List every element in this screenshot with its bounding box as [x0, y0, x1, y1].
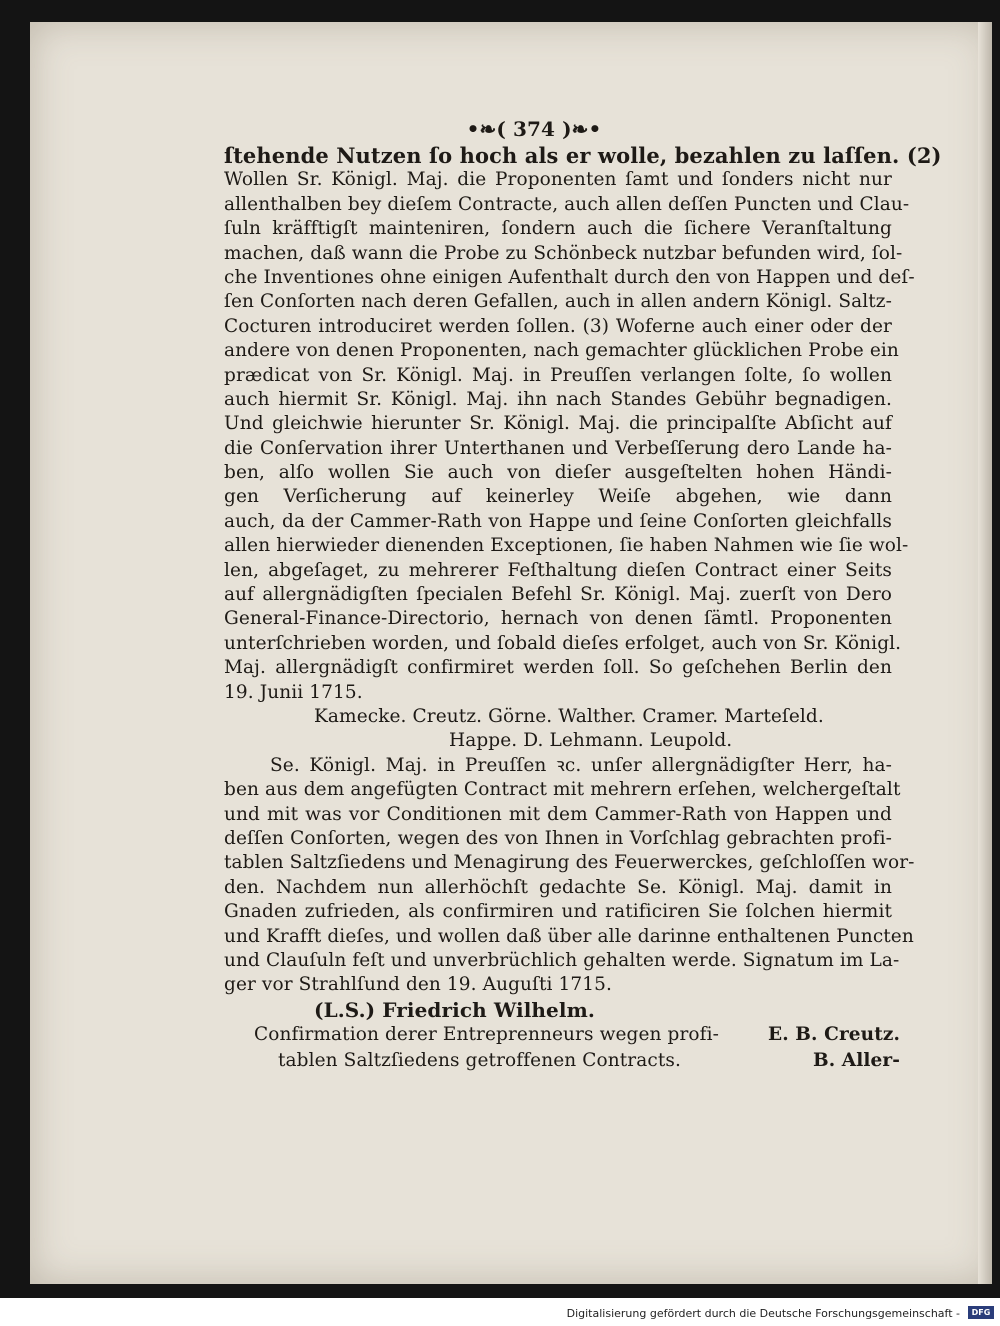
text-line: ben aus dem angefügten Contract mit mehrern erſehen, welchergeſtalt — [224, 779, 901, 801]
page-header: •❧( 374 )❧• — [466, 117, 602, 141]
confirmation-title-2: tablen Saltzſiedens getroffenen Contracts. — [278, 1050, 681, 1072]
text-line: auch, da der Cammer-Rath von Happe und ſeine Conſorten gleichfalls — [224, 510, 892, 532]
text-line: und Clauſuln feſt und unverbrüchlich gehalten werde. Signatum im La- — [224, 949, 900, 971]
dfg-logo: DFG — [968, 1306, 994, 1319]
text-line: Cocturen introduciret werden ſollen. (3) Woferne auch einer oder der — [224, 315, 892, 337]
text-line: Se. Königl. Maj. in Preuſſen ꝛc. unſer allergnädigſter Herr, ha- — [270, 754, 892, 776]
text-line: unterſchrieben worden, und ſobald dieſes erfolget, auch von Sr. Königl. — [224, 632, 902, 654]
text-line: ſtehende Nutzen ſo hoch als er wolle, bezahlen zu laſſen. (2) — [224, 143, 942, 168]
text-line: che Inventiones ohne einigen Aufenthalt durch den von Happen und deſ- — [224, 266, 915, 288]
countersign-2: B. Aller- — [812, 1050, 900, 1072]
page-text-block — [224, 114, 942, 1074]
text-line: und Krafft dieſes, und wollen daß über alle darinne enthaltenen Puncten — [224, 925, 914, 947]
footer-bar — [0, 1298, 1000, 1326]
confirmation-title-1: Confirmation derer Entreprenneurs wegen profi- — [254, 1024, 719, 1046]
text-line: gen Verſicherung auf keinerley Weiſe abgehen, wie dann — [224, 486, 892, 508]
text-line: auch hiermit Sr. Königl. Maj. ihn nach Standes Gebühr begnadigen. — [224, 388, 892, 410]
text-line: Gnaden zufrieden, als confirmiren und ratificiren Sie ſolchen hiermit — [224, 901, 892, 923]
text-line: ſen Conſorten nach deren Gefallen, auch in allen andern Königl. Saltz- — [224, 291, 893, 313]
text-line: len, abgeſaget, zu mehrerer Feſthaltung dieſen Contract einer Seits — [224, 559, 892, 581]
text-line: allen hierwieder dienenden Exceptionen, ſie haben Nahmen wie ſie wol- — [224, 535, 909, 557]
text-line: Kamecke. Creutz. Görne. Walther. Cramer. Marteſeld. — [314, 705, 824, 727]
text-line: ben, alſo wollen Sie auch von dieſer ausgeſtelten hohen Händi- — [224, 462, 892, 484]
text-line: auf allergnädigſten ſpecialen Befehl Sr. Königl. Maj. zuerſt von Dero — [224, 584, 892, 606]
text-line: allenthalben bey dieſem Contracte, auch allen deſſen Puncten und Clau- — [224, 193, 910, 215]
funding-note: Digitalisierung gefördert durch die Deutsche Forschungsgemeinschaft - — [566, 1307, 960, 1320]
text-line: Happe. D. Lehmann. Leupold. — [449, 730, 733, 752]
page-gutter-shadow — [978, 22, 992, 1284]
body-lines — [224, 143, 942, 998]
text-line: ſuln kräfftigſt mainteniren, ſondern auch die ſichere Veranſtaltung — [224, 218, 892, 240]
text-line: Maj. allergnädigſt confirmiret werden ſoll. So geſchehen Berlin den — [224, 657, 892, 679]
confirmation-line-1 — [224, 1022, 900, 1048]
text-line: machen, daß wann die Probe zu Schönbeck nutzbar befunden wird, ſol- — [224, 242, 903, 264]
text-line: 19. Junii 1715. — [224, 681, 363, 703]
confirmation-line-2 — [224, 1048, 900, 1074]
text-line: ger vor Strahlſund den 19. Auguſti 1715. — [224, 974, 613, 996]
text-line: tablen Saltzſiedens und Menagirung des Feuerwerckes, geſchloſſen wor- — [224, 852, 915, 874]
text-line: Wollen Sr. Königl. Maj. die Proponenten ſamt und ſonders nicht nur — [224, 169, 892, 191]
text-line: die Conſervation ihrer Unterthanen und Verbeſſerung dero Lande ha- — [224, 437, 892, 459]
text-line: andere von denen Proponenten, nach gemachter glücklichen Probe ein — [224, 340, 899, 362]
text-line: Und gleichwie hierunter Sr. Königl. Maj. die principalſte Abſicht auf — [224, 413, 892, 435]
text-line: deſſen Conſorten, wegen des von Ihnen in Vorſchlag gebrachten profi- — [224, 827, 892, 849]
signature-line: (L.S.) Friedrich Wilhelm. — [314, 997, 595, 1022]
text-line: und mit was vor Conditionen mit dem Cammer-Rath von Happen und — [224, 803, 892, 825]
countersign-1: E. B. Creutz. — [768, 1024, 900, 1046]
text-line: General-Finance-Directorio, hernach von denen ſämtl. Proponenten — [224, 608, 892, 630]
text-line: prædicat von Sr. Königl. Maj. in Preuſſen verlangen ſolte, ſo wollen — [224, 364, 892, 386]
text-line: den. Nachdem nun allerhöchſt gedachte Se. Königl. Maj. damit in — [224, 876, 892, 898]
